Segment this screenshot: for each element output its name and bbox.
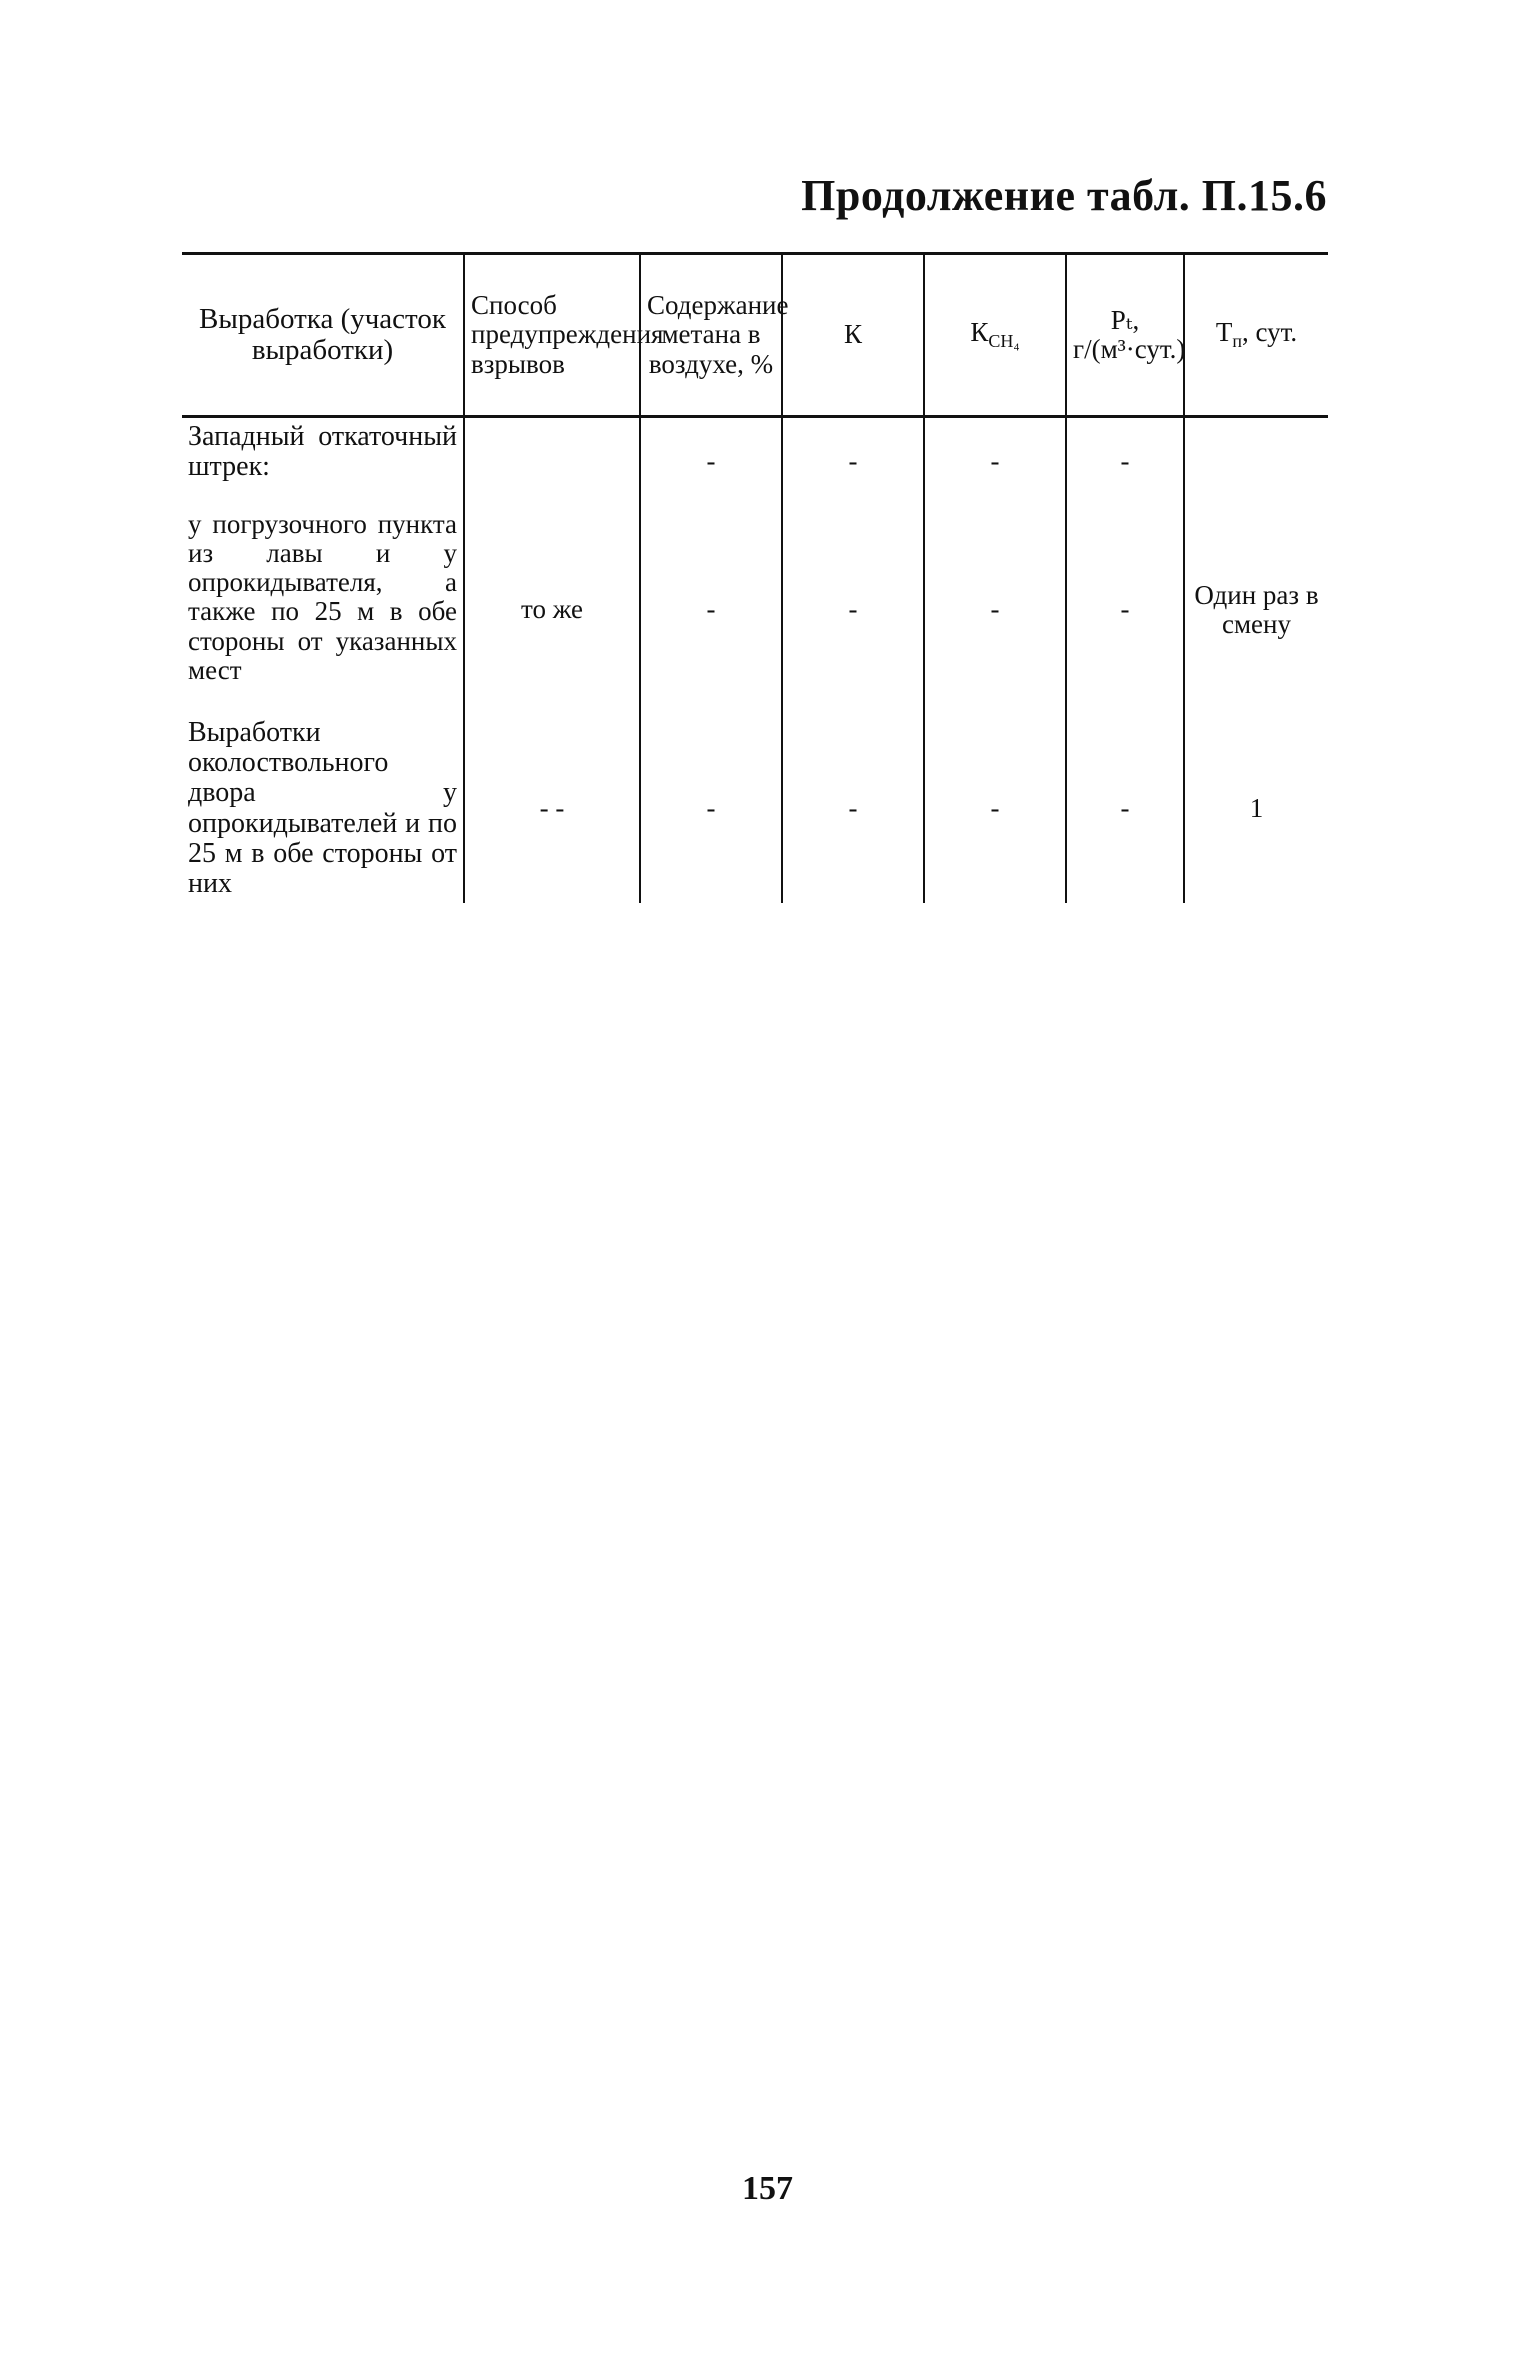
row-k: - — [782, 714, 924, 903]
row-tp: 1 — [1184, 714, 1328, 903]
table-header-row — [182, 254, 1328, 417]
table-row — [182, 506, 1328, 714]
table-caption: Продолжение табл. П.15.6 — [801, 171, 1327, 220]
header-tp: $Т_п$, сут. — [1184, 254, 1328, 417]
row-method — [464, 417, 640, 507]
header-prevention-method: Способ предупреждения взрывов — [464, 254, 640, 417]
row-excavation: Западный откаточный штрек: — [182, 417, 464, 507]
row-excavation: Выработки околоствольного двора у опрокидывателей и по 25 м в обе стороны от них — [182, 714, 464, 903]
row-tp: Один раз в смену — [1184, 506, 1328, 714]
row-methane: - — [640, 714, 782, 903]
row-method: то же — [464, 506, 640, 714]
header-k: К — [782, 254, 924, 417]
row-excavation: у погрузочного пункта из лавы и у опрокидывателя, а также по 25 м в обе стороны от указанных мест — [182, 506, 464, 714]
header-methane-content: Содержание метана в воздухе, % — [640, 254, 782, 417]
row-method: - - — [464, 714, 640, 903]
row-kch4: - — [924, 714, 1066, 903]
row-tp — [1184, 417, 1328, 507]
row-methane: - — [640, 506, 782, 714]
methane-table — [182, 252, 1328, 903]
row-kch4: - — [924, 506, 1066, 714]
header-pt: Pₜ, г/(м³·сут.) — [1066, 254, 1184, 417]
data-table-container — [182, 252, 1328, 903]
row-kch4: - — [924, 417, 1066, 507]
page-number: 157 — [742, 2170, 793, 2207]
row-pt: - — [1066, 417, 1184, 507]
row-methane: - — [640, 417, 782, 507]
header-excavation: Выработка (участок выработки) — [182, 254, 464, 417]
header-k-ch4: $К_{CH_4}$ — [924, 254, 1066, 417]
row-k: - — [782, 417, 924, 507]
row-pt: - — [1066, 714, 1184, 903]
table-row — [182, 417, 1328, 507]
row-pt: - — [1066, 506, 1184, 714]
row-k: - — [782, 506, 924, 714]
table-row — [182, 714, 1328, 903]
